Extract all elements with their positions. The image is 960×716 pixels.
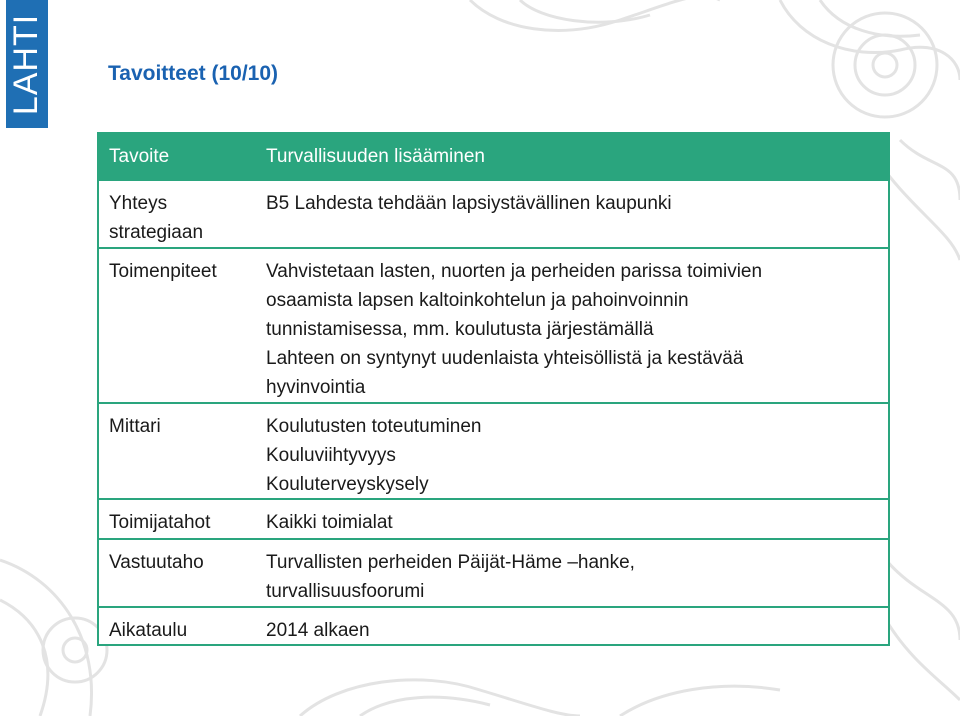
table-row-actions: [99, 249, 888, 404]
row-label: Vastuutaho: [109, 552, 204, 573]
table-row-actors: [99, 500, 888, 540]
row-value: [256, 404, 888, 498]
row-label: Yhteys strategiaan: [109, 193, 204, 243]
row-line: tunnistamisessa, mm. koulutusta järjestämällä: [266, 319, 654, 340]
row-line: turvallisuusfoorumi: [266, 581, 425, 602]
row-line: Kaikki toimialat: [266, 512, 393, 533]
slide-title: Tavoitteet (10/10): [108, 62, 278, 85]
header-label: Tavoite: [109, 146, 170, 167]
table-row-schedule: [99, 608, 888, 644]
row-value: [256, 181, 888, 247]
row-label: Mittari: [109, 416, 161, 437]
row-value: [256, 249, 888, 402]
row-line: Kouluviihtyvyys: [266, 445, 396, 466]
row-line: Lahteen on syntynyt uudenlaista yhteisöllistä ja kestävää: [266, 348, 744, 369]
row-line: Koulutusten toteutuminen: [266, 416, 482, 437]
row-label: Toimijatahot: [109, 512, 211, 533]
table-header-row: [99, 134, 888, 181]
lahti-logo: [6, 0, 48, 128]
row-line: hyvinvointia: [266, 377, 366, 398]
row-line: B5 Lahdesta tehdään lapsiystävällinen kaupunki: [266, 193, 672, 214]
table-row-strategy: [99, 181, 888, 249]
row-line: Turvallisten perheiden Päijät-Häme –hanke,: [266, 552, 635, 573]
row-line: osaamista lapsen kaltoinkohtelun ja pahoinvoinnin: [266, 290, 689, 311]
row-value: [256, 540, 888, 606]
logo-text: LAHTI: [7, 13, 46, 115]
row-line: Vahvistetaan lasten, nuorten ja perheiden parissa toimivien: [266, 261, 763, 282]
row-label: Toimenpiteet: [109, 261, 217, 282]
table-row-metrics: [99, 404, 888, 500]
row-line: 2014 alkaen: [266, 620, 370, 641]
row-label: Aikataulu: [109, 620, 188, 641]
row-value: [256, 500, 888, 538]
table-row-responsible: [99, 540, 888, 608]
header-value: Turvallisuuden lisääminen: [266, 146, 485, 167]
row-line: Kouluterveyskysely: [266, 474, 429, 495]
row-value: [256, 608, 888, 644]
goals-table: [97, 132, 890, 646]
